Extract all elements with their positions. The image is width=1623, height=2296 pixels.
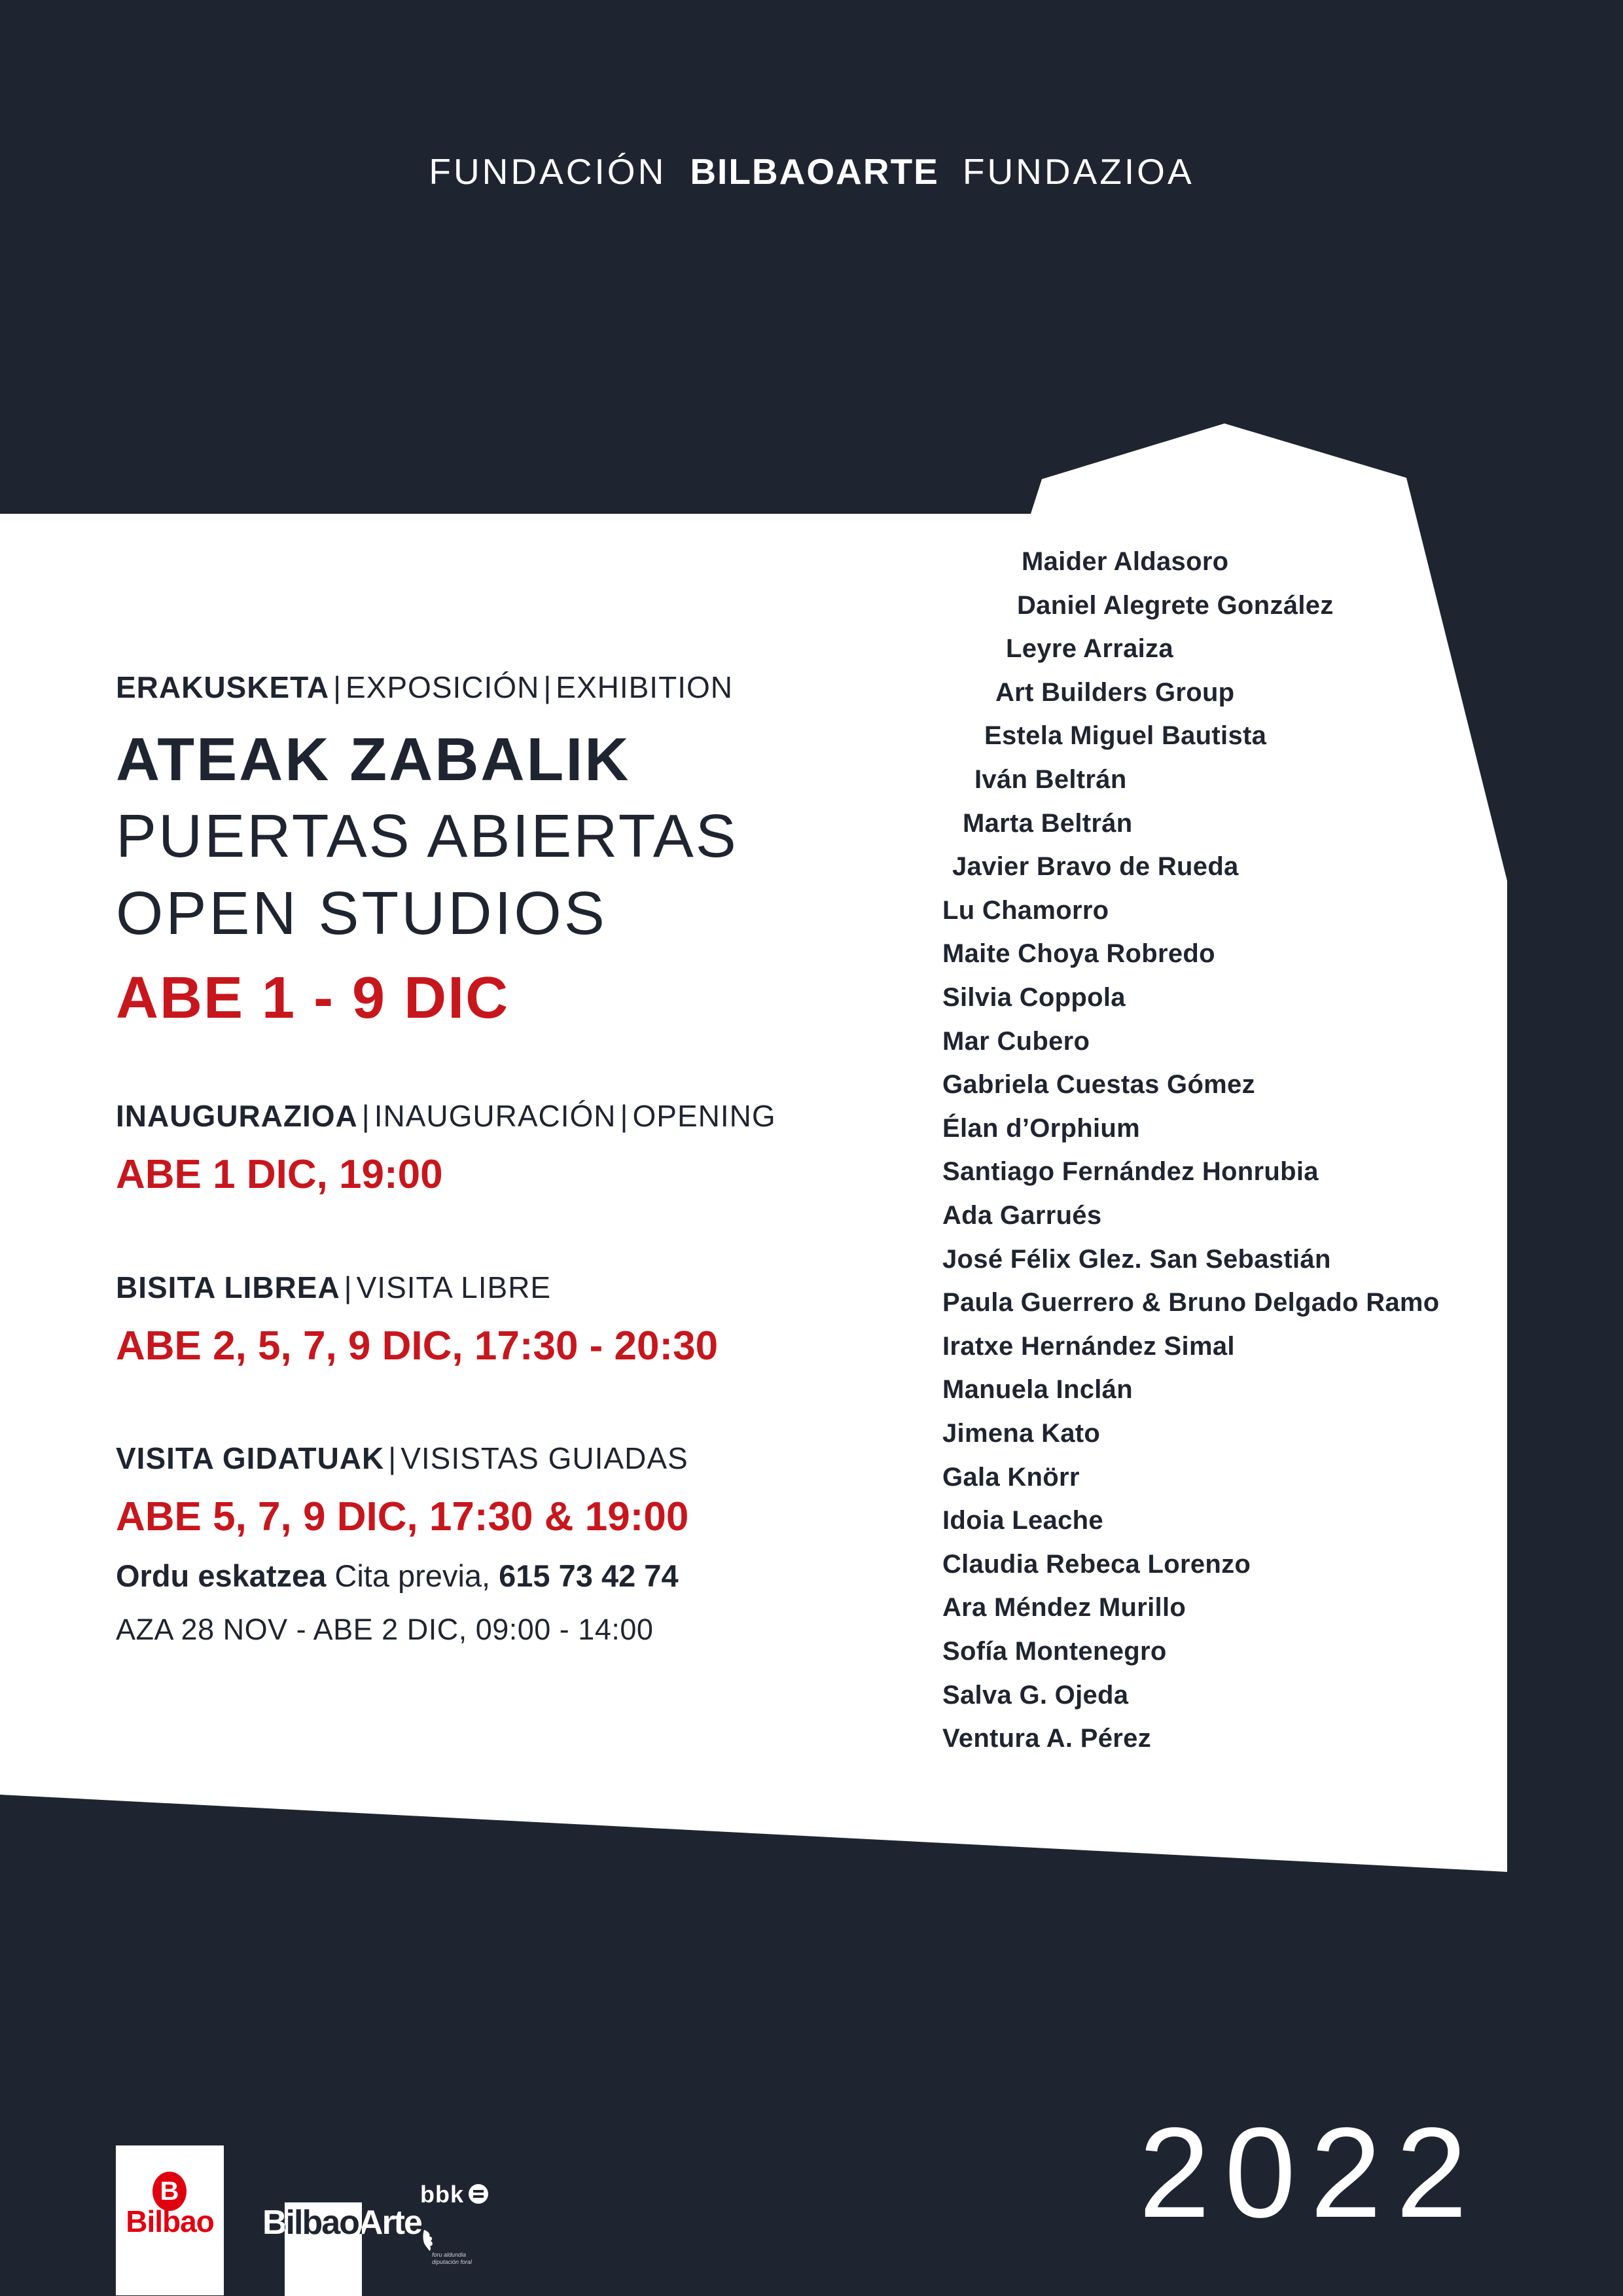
opening-label-en: OPENING [632, 1099, 776, 1133]
artist-name: Salva G. Ojeda [942, 1680, 1129, 1710]
artist-name: Ventura A. Pérez [942, 1724, 1151, 1753]
free-visit-label-es: VISITA LIBRE [356, 1270, 552, 1304]
guided-label-es: VISISTAS GUIADAS [401, 1441, 688, 1475]
artist-name: Leyre Arraiza [1006, 634, 1173, 664]
separator: | [388, 1441, 397, 1475]
artist-name: Ada Garrués [942, 1201, 1102, 1230]
title-english: OPEN STUDIOS [116, 879, 607, 947]
artist-name: Gala Knörr [942, 1462, 1080, 1492]
bilbao-b-icon: B [152, 2172, 187, 2211]
label-eu: ERAKUSKETA [116, 670, 330, 704]
bilbaoarte-logo-text [262, 2203, 421, 2242]
artist-name: Claudia Rebeca Lorenzo [942, 1549, 1251, 1579]
artist-name: Gabriela Cuestas Gómez [942, 1070, 1255, 1100]
booking-es: Cita previa, [334, 1558, 491, 1593]
booking-line [116, 1558, 679, 1594]
artist-name: Jimena Kato [942, 1419, 1101, 1448]
separator: | [543, 670, 552, 704]
title-spanish: PUERTAS ABIERTAS [116, 802, 738, 870]
free-visit-label-eu: BISITA LIBREA [116, 1270, 340, 1304]
separator: | [620, 1099, 629, 1133]
year: 2022 [1139, 2101, 1482, 2244]
guided-label-eu: VISITA GIDATUAK [116, 1441, 385, 1475]
foral-line2: diputación foral [432, 2259, 473, 2265]
title-basque: ATEAK ZABALIK [116, 725, 631, 793]
label-es: EXPOSICIÓN [346, 670, 540, 704]
artist-name: Maite Choya Robredo [942, 939, 1215, 969]
guided-visits-datetime: ABE 5, 7, 9 DIC, 17:30 & 19:00 [116, 1494, 689, 1539]
exhibition-label [116, 670, 733, 704]
bilbaoarte-word: BilbaoArte [262, 2204, 421, 2242]
artist-name: Paula Guerrero & Bruno Delgado Ramo [942, 1288, 1440, 1318]
header-fundazioa: FUNDAZIOA [962, 151, 1194, 192]
oak-leaf-icon [421, 2229, 437, 2251]
artist-name: Sofía Montenegro [942, 1637, 1167, 1666]
artist-name: Marta Beltrán [963, 808, 1133, 838]
booking-phone[interactable]: 615 73 42 74 [499, 1558, 679, 1593]
artist-name: Iratxe Hernández Simal [942, 1331, 1235, 1361]
guided-visits-label [116, 1441, 688, 1475]
label-en: EXHIBITION [556, 670, 733, 704]
header-fundacion: FUNDACIÓN [429, 151, 667, 192]
opening-label-eu: INAUGURAZIOA [116, 1099, 358, 1133]
free-visit-label [116, 1270, 551, 1304]
artist-name: Idoia Leache [942, 1506, 1103, 1535]
artist-name: Lu Chamorro [942, 895, 1109, 925]
booking-eu: Ordu eskatzea [116, 1558, 327, 1593]
artist-name: Élan d’Orphium [942, 1113, 1140, 1143]
separator: | [333, 670, 342, 704]
artist-name: Iván Beltrán [974, 765, 1127, 794]
diputacion-foral-text [432, 2251, 472, 2266]
bbk-logo-text: bbk [420, 2181, 465, 2208]
artist-name: José Félix Glez. San Sebastián [942, 1244, 1331, 1274]
foundation-header [0, 152, 1623, 191]
artist-name: Estela Miguel Bautista [984, 721, 1267, 751]
separator: | [361, 1099, 370, 1133]
opening-label-es: INAUGURACIÓN [374, 1099, 616, 1133]
bbk-logo-icon [469, 2184, 488, 2204]
artist-name: Art Builders Group [995, 677, 1235, 707]
artist-name: Daniel Alegrete González [1017, 590, 1334, 620]
exhibition-dates: ABE 1 - 9 DIC [116, 965, 510, 1031]
booking-hours: AZA 28 NOV - ABE 2 DIC, 09:00 - 14:00 [116, 1613, 654, 1646]
artist-name: Manuela Inclán [942, 1375, 1133, 1405]
opening-label [116, 1099, 776, 1133]
artist-name: Ara Méndez Murillo [942, 1593, 1186, 1623]
opening-datetime: ABE 1 DIC, 19:00 [116, 1152, 443, 1197]
artist-name: Silvia Coppola [942, 983, 1126, 1012]
artist-name: Javier Bravo de Rueda [952, 852, 1239, 882]
bilbao-logo-text: Bilbao [126, 2204, 214, 2238]
header-bilbaoarte: BILBAOARTE [690, 151, 939, 192]
free-visit-datetime: ABE 2, 5, 7, 9 DIC, 17:30 - 20:30 [116, 1323, 719, 1369]
artist-name: Maider Aldasoro [1022, 547, 1229, 576]
separator: | [344, 1270, 353, 1304]
foral-line1: foru aldundia [432, 2251, 467, 2258]
artist-name: Mar Cubero [942, 1026, 1090, 1056]
artist-name: Santiago Fernández Honrubia [942, 1157, 1319, 1187]
